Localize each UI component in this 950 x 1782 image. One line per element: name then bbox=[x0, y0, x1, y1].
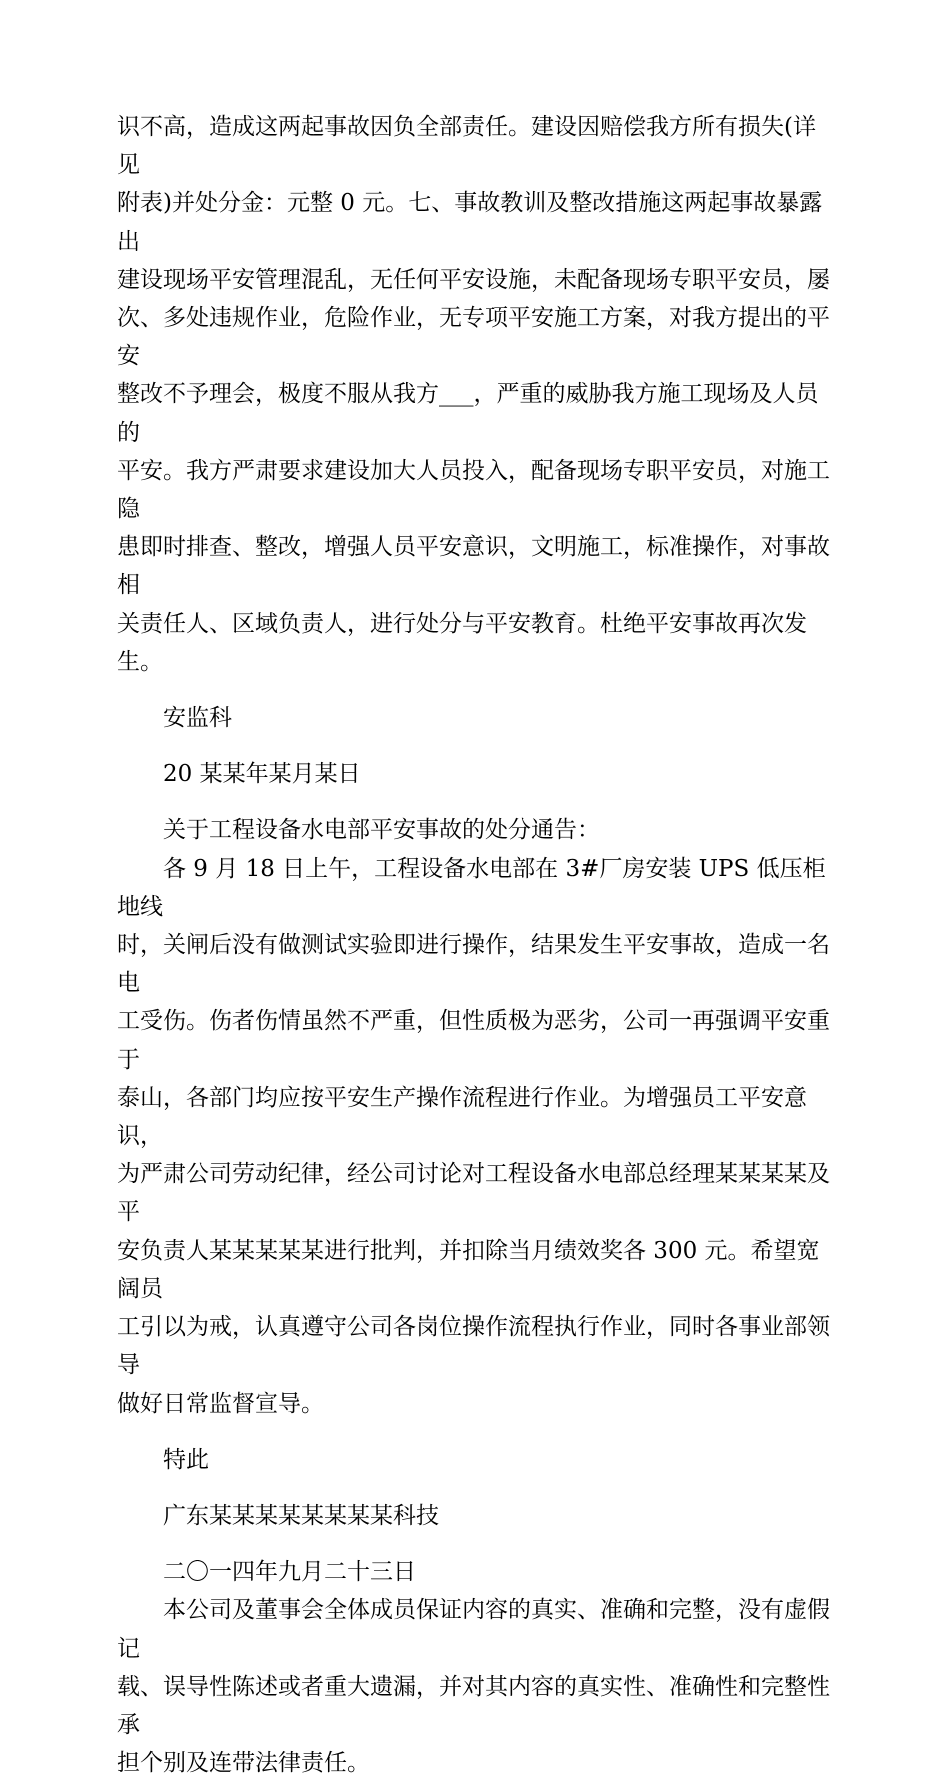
text-line: 为严肃公司劳动纪律，经公司讨论对工程设备水电部总经理某某某某及平 bbox=[117, 1161, 830, 1226]
notice-date: 二〇一四年九月二十三日 bbox=[163, 1559, 416, 1586]
text-line: 工受伤。伤者伤情虽然不严重，但性质极为恶劣，公司一再强调平安重于 bbox=[117, 1008, 830, 1073]
text-line: 建设现场平安管理混乱，无任何平安设施，未配备现场专职平安员，屡 bbox=[117, 266, 830, 293]
signature-date: 20 某某年某月某日 bbox=[163, 761, 361, 788]
company-name: 广东某某某某某某某某科技 bbox=[163, 1502, 439, 1529]
paragraph-incident-report bbox=[117, 108, 833, 681]
text-line: 平安。我方严肃要求建设加大人员投入，配备现场专职平安员，对施工隐 bbox=[117, 457, 830, 523]
text-line: 工引以为戒，认真遵守公司各岗位操作流程执行作业，同时各事业部领导 bbox=[117, 1314, 830, 1379]
text-line: 担个别及连带法律责任。 bbox=[117, 1750, 370, 1777]
text-line: 关责任人、区域负责人，进行处分与平安教育。杜绝平安事故再次发生。 bbox=[117, 610, 807, 675]
notice-title: 关于工程设备水电部平安事故的处分通告： bbox=[163, 817, 600, 844]
text-line: 安负责人某某某某某进行批判，并扣除当月绩效奖各 300 元。希望宽阔员 bbox=[117, 1237, 820, 1302]
notice-closing: 特此 bbox=[163, 1446, 209, 1473]
text-line: 整改不予理会，极度不服从我方___，严重的威胁我方施工现场及人员的 bbox=[117, 381, 819, 446]
text-line: 载、误导性陈述或者重大遗漏，并对其内容的真实性、准确性和完整性承 bbox=[117, 1673, 830, 1738]
text-line: 患即时排查、整改，增强人员平安意识，文明施工，标准操作，对事故相 bbox=[117, 534, 830, 599]
paragraph-notice-body bbox=[117, 850, 833, 1423]
text-line: 附表)并处分金：元整 0 元。七、事故教训及整改措施这两起事故暴露出 bbox=[117, 190, 823, 255]
text-line: 识不高，造成这两起事故因负全部责任。建设因赔偿我方所有损失(详见 bbox=[117, 114, 816, 179]
text-line: 泰山，各部门均应按平安生产操作流程进行作业。为增强员工平安意识， bbox=[117, 1084, 807, 1150]
text-line: 做好日常监督宣导。 bbox=[117, 1390, 324, 1417]
text-line: 各 9 月 18 日上午，工程设备水电部在 3#厂房安装 UPS 低压柜地线 bbox=[117, 855, 826, 920]
document-body bbox=[117, 108, 833, 1782]
text-line: 时，关闸后没有做测试实验即进行操作，结果发生平安事故，造成一名电 bbox=[117, 932, 830, 997]
paragraph-disclaimer bbox=[117, 1591, 833, 1782]
text-line: 本公司及董事会全体成员保证内容的真实、准确和完整，没有虚假记 bbox=[117, 1597, 830, 1662]
signature-department: 安监科 bbox=[163, 705, 232, 732]
text-line: 次、多处违规作业，危险作业，无专项平安施工方案，对我方提出的平安 bbox=[117, 305, 830, 370]
